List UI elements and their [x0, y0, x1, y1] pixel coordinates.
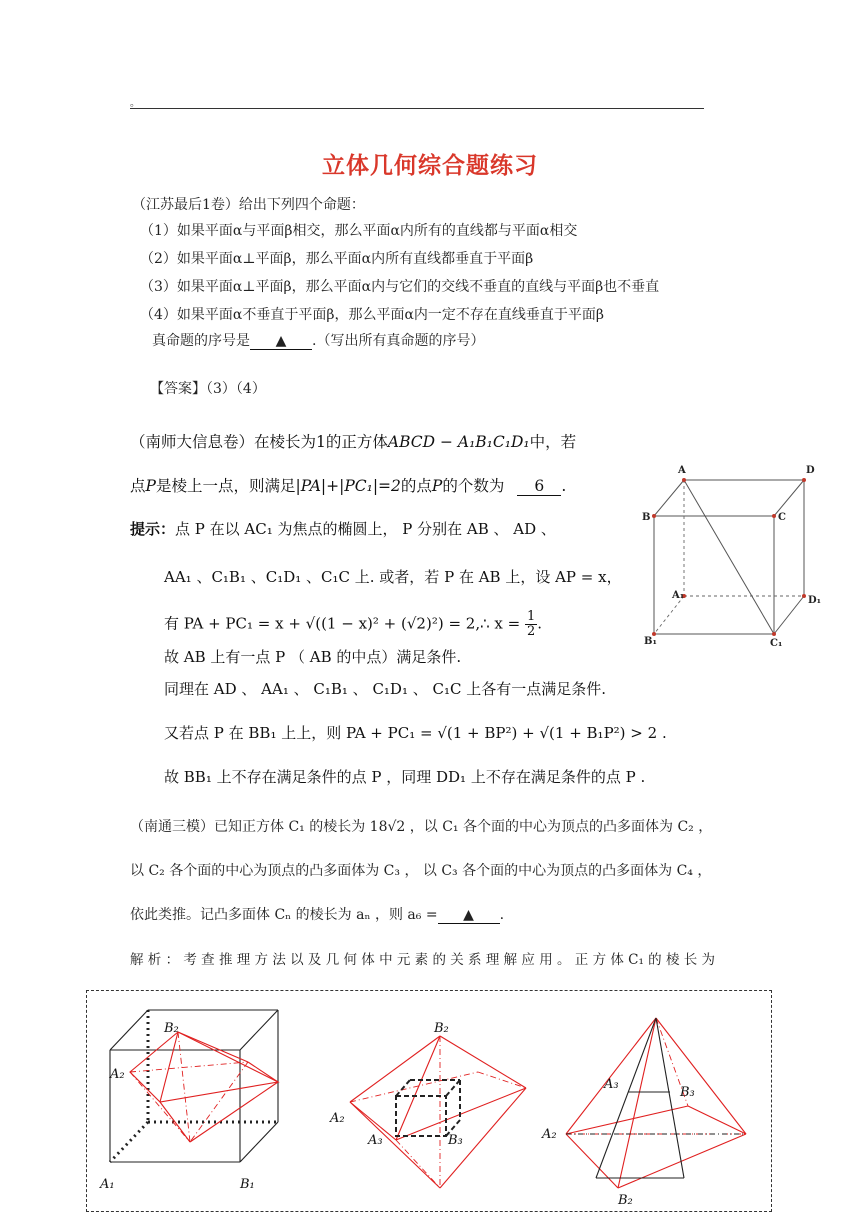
- left-label-a1: A₁: [100, 1177, 115, 1192]
- cube-label-d: D: [806, 465, 815, 476]
- middle-label-a3: A₃: [368, 1133, 383, 1148]
- header-rule: [130, 108, 704, 109]
- q2-hint-5: 同理在 AD 、 AA₁ 、 C₁B₁ 、 C₁D₁ 、 C₁C 上各有一点满足条件.: [164, 680, 607, 698]
- cube-label-c1: C₁: [770, 638, 783, 649]
- q2-fraction: [525, 610, 537, 639]
- left-label-b2: B₂: [164, 1021, 179, 1036]
- q1-item-2: （2）如果平面α⊥平面β，那么平面α内所有直线都垂直于平面β: [140, 251, 534, 267]
- cube-label-b1: B₁: [644, 636, 657, 647]
- q1-item-3: （3）如果平面α⊥平面β，那么平面α内与它们的交线不垂直的直线与平面β也不垂直: [140, 279, 660, 295]
- cube-label-c: C: [778, 512, 786, 523]
- q1-ask-suffix: .（写出所有真命题的序号）: [312, 333, 485, 349]
- q2-line1-suffix: 中，若: [529, 433, 577, 451]
- cube-label-b: B: [642, 512, 651, 523]
- q1-ask-prefix: 真命题的序号是: [152, 333, 250, 349]
- q3-line3-prefix: 依此类推。记凸多面体 Cₙ 的棱长为 aₙ ，则 a₆ =: [130, 907, 438, 923]
- q2-frac-den: 2: [527, 624, 536, 639]
- q2-hint-7: 故 BB₁ 上不存在满足条件的点 P ，同理 DD₁ 上不存在满足条件的点 P .: [164, 768, 646, 786]
- q2-text-c: 是棱上一点，则满足: [155, 477, 296, 495]
- q2-frac-num: 1: [527, 609, 536, 624]
- header-mark: 。: [130, 98, 140, 109]
- q2-hint3-text: 有 PA + PC₁ = x + √((1 − x)² + (√2)²) = 2,∴ x =: [164, 614, 521, 633]
- q1-ask: [152, 330, 484, 350]
- q2-condition: |PA|+|PC₁|=2: [295, 477, 401, 495]
- q2-text-d: 的点: [400, 477, 432, 495]
- q2-line-2: 点P是棱上一点，则满足|PA|+|PC₁|=2的点P的个数为 6 .: [130, 477, 567, 495]
- q1-intro: （江苏最后1卷）给出下列四个命题：: [132, 197, 365, 213]
- q2-hint-3: 有 PA + PC₁ = x + √((1 − x)² + (√2)²) = 2,∴ x = $\frac{1}{2}$ .: [164, 609, 543, 639]
- q2-line1-prefix: （南师大信息卷）在棱长为1的正方体: [130, 433, 388, 451]
- q3-line-2: 以 C₂ 各个面的中心为顶点的凸多面体为 C₃ ， 以 C₃ 各个面的中心为顶点的凸多面体为 C₄ ，: [130, 863, 712, 879]
- q3-answer-blank: ▲: [438, 907, 500, 924]
- cube-figure: [636, 458, 836, 654]
- q2-hint-1: [130, 518, 556, 539]
- right-label-b3: B₃: [680, 1085, 695, 1100]
- q2-cube-name: ABCD − A₁B₁C₁D₁: [387, 433, 530, 451]
- page-title: 立体几何综合题练习: [322, 152, 538, 179]
- q3-line3-suffix: .: [499, 907, 505, 923]
- q2-hint1-text: 点 P 在以 AC₁ 为焦点的椭圆上， P 分别在 AB 、 AD 、: [175, 520, 556, 538]
- polyhedra-figure: [88, 992, 770, 1210]
- q1-answer-blank: ▲: [250, 333, 312, 350]
- middle-label-a2: A₂: [330, 1111, 345, 1126]
- q1-answer: 【答案】（3）（4）: [150, 381, 266, 397]
- q1-item-4: （4）如果平面α不垂直于平面β，那么平面α内一定不存在直线垂直于平面β: [140, 307, 605, 323]
- q2-hint-2: AA₁ 、C₁B₁ 、C₁D₁ 、C₁C 上. 或者，若 P 在 AB 上，设 AP = x，: [164, 568, 622, 586]
- middle-label-b2: B₂: [434, 1021, 449, 1036]
- q2-hint-6: 又若点 P 在 BB₁ 上上，则 PA + PC₁ = √(1 + BP²) + √(1 + B₁P²) > 2 .: [164, 724, 667, 742]
- middle-label-b3: B₃: [448, 1133, 463, 1148]
- left-label-b1: B₁: [240, 1177, 255, 1192]
- q3-line-3: [130, 904, 504, 924]
- right-label-a3: A₃: [604, 1077, 619, 1092]
- cube-label-d1: D₁: [808, 595, 822, 606]
- left-label-a2: A₂: [110, 1067, 125, 1082]
- q3-analysis: 解 析 ： 考 查 推 理 方 法 以 及 几 何 体 中 元 素 的 关 系 理 解 应 用 。 正 方 体 C₁ 的 棱 长 为: [130, 952, 716, 968]
- q3-line-1: （南通三模）已知正方体 C₁ 的棱长为 18√2 ，以 C₁ 各个面的中心为顶点的凸多面体为 C₂ ，: [130, 819, 713, 835]
- q2-text-f: 的个数为: [442, 477, 505, 495]
- cube-label-a: A: [678, 465, 686, 476]
- q2-var-p2: P: [431, 477, 443, 495]
- q2-text-a: 点: [130, 477, 146, 495]
- cube-label-a1: A₁: [672, 590, 685, 601]
- q2-var-p: P: [145, 477, 156, 495]
- q2-hint-4: 故 AB 上有一点 P （ AB 的中点）满足条件.: [164, 648, 462, 666]
- q1-item-1: （1）如果平面α与平面β相交，那么平面α内所有的直线都与平面α相交: [140, 223, 578, 239]
- q2-hint-label: 提示：: [130, 520, 176, 538]
- q2-line-1: [130, 430, 576, 452]
- right-label-a2: A₂: [542, 1127, 557, 1142]
- right-label-b2: B₂: [618, 1193, 633, 1208]
- q2-answer-blank: 6: [517, 477, 561, 496]
